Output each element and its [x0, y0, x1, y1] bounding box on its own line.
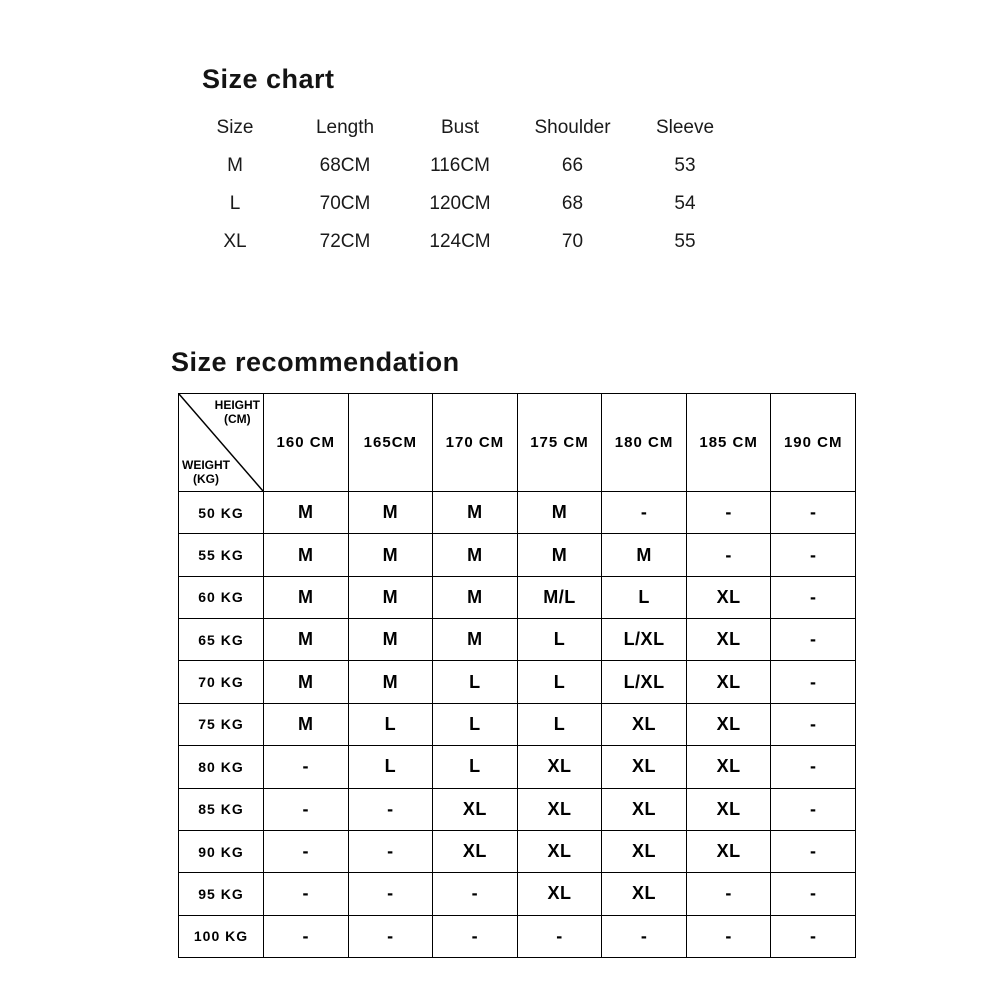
size-recommendation-cell: - [687, 873, 772, 915]
weight-row-label: 65 KG [179, 619, 264, 661]
size-recommendation-cell: - [771, 577, 856, 619]
size-recommendation-cell: L [349, 746, 434, 788]
size-recommendation-cell: - [264, 873, 349, 915]
size-chart-size-label: L [229, 193, 241, 214]
size-recommendation-cell: L [518, 661, 603, 703]
size-recommendation-cell: M [349, 619, 434, 661]
size-chart-cell: 55 [674, 231, 696, 252]
size-chart-cell: 66 [561, 155, 584, 176]
size-recommendation-cell: M [264, 534, 349, 576]
size-recommendation-cell: - [518, 916, 603, 958]
size-chart-header: Sleeve [655, 117, 715, 138]
weight-row-label: 95 KG [179, 873, 264, 915]
size-recommendation-cell: XL [602, 746, 687, 788]
weight-row-label: 90 KG [179, 831, 264, 873]
weight-row-label: 70 KG [179, 661, 264, 703]
size-recommendation-cell: - [264, 831, 349, 873]
size-chart-row [185, 185, 740, 223]
weight-row-label: 100 KG [179, 916, 264, 958]
height-column-header: 190 CM [771, 394, 856, 492]
size-recommendation-cell: M [518, 534, 603, 576]
weight-row-label: 60 KG [179, 577, 264, 619]
height-axis-unit-text: (CM) [224, 412, 251, 426]
size-recommendation-cell: - [349, 789, 434, 831]
size-recommendation-cell: L [518, 619, 603, 661]
size-recommendation-cell: M [349, 577, 434, 619]
weight-row-label: 50 KG [179, 492, 264, 534]
size-recommendation-cell: - [771, 746, 856, 788]
weight-row-label: 85 KG [179, 789, 264, 831]
size-recommendation-cell: - [433, 916, 518, 958]
weight-axis-label-text: WEIGHT [182, 458, 230, 472]
size-recommendation-cell: - [687, 492, 772, 534]
size-recommendation-cell: XL [433, 831, 518, 873]
size-chart-cell: 68 [561, 193, 584, 214]
size-chart-header-row [185, 109, 740, 147]
size-chart-cell: 54 [674, 193, 696, 214]
height-column-header: 170 CM [433, 394, 518, 492]
size-recommendation-cell: M/L [518, 577, 603, 619]
size-recommendation-cell: - [349, 916, 434, 958]
size-chart-cell: 70 [561, 231, 584, 252]
size-recommendation-cell: - [771, 916, 856, 958]
size-chart-cell: 68CM [319, 155, 371, 176]
size-chart-header: Shoulder [534, 117, 611, 138]
size-recommendation-cell: XL [602, 789, 687, 831]
size-recommendation-cell: M [264, 661, 349, 703]
size-recommendation-cell: M [433, 619, 518, 661]
size-recommendation-cell: L/XL [602, 619, 687, 661]
size-recommendation-cell: L [433, 661, 518, 703]
size-recommendation-cell: - [771, 789, 856, 831]
weight-row-label: 75 KG [179, 704, 264, 746]
size-recommendation-cell: - [264, 746, 349, 788]
size-recommendation-cell: M [264, 619, 349, 661]
size-recommendation-table [178, 393, 856, 958]
size-recommendation-cell: - [602, 916, 687, 958]
size-recommendation-cell: - [602, 492, 687, 534]
size-recommendation-cell: XL [518, 873, 603, 915]
size-recommendation-cell: - [264, 916, 349, 958]
weight-axis-label [182, 458, 230, 486]
size-recommendation-cell: - [771, 492, 856, 534]
size-recommendation-cell: XL [518, 831, 603, 873]
size-recommendation-cell: M [349, 492, 434, 534]
size-chart-cell: 53 [674, 155, 696, 176]
size-recommendation-cell: XL [687, 577, 772, 619]
size-recommendation-cell: M [349, 661, 434, 703]
size-recommendation-cell: M [433, 577, 518, 619]
size-recommendation-cell: XL [602, 873, 687, 915]
weight-axis-unit-text: (KG) [193, 472, 219, 486]
size-recommendation-cell: - [771, 534, 856, 576]
size-recommendation-cell: - [349, 831, 434, 873]
size-recommendation-cell: M [264, 577, 349, 619]
size-recommendation-cell: XL [433, 789, 518, 831]
size-recommendation-cell: L [518, 704, 603, 746]
size-recommendation-cell: XL [602, 831, 687, 873]
size-recommendation-cell: XL [687, 746, 772, 788]
height-column-header: 165CM [349, 394, 434, 492]
height-column-header: 180 CM [602, 394, 687, 492]
size-recommendation-cell: L [349, 704, 434, 746]
size-recommendation-cell: - [349, 873, 434, 915]
size-recommendation-cell: XL [602, 704, 687, 746]
size-chart-cell: 72CM [319, 231, 371, 252]
size-chart-row [185, 147, 740, 185]
height-weight-corner-cell [179, 394, 264, 492]
size-chart-row [185, 223, 740, 261]
size-chart-header: Size [216, 117, 254, 138]
size-chart-size-label: XL [223, 231, 247, 252]
weight-row-label: 55 KG [179, 534, 264, 576]
size-chart-header: Length [315, 117, 375, 138]
height-column-header: 160 CM [264, 394, 349, 492]
size-chart-title: Size chart [202, 64, 335, 95]
size-chart-cell: 70CM [319, 193, 371, 214]
size-recommendation-cell: XL [687, 704, 772, 746]
size-recommendation-cell: XL [687, 831, 772, 873]
size-recommendation-cell: - [771, 873, 856, 915]
size-recommendation-cell: M [433, 534, 518, 576]
size-recommendation-cell: - [771, 831, 856, 873]
size-recommendation-cell: - [687, 534, 772, 576]
size-recommendation-cell: - [771, 661, 856, 703]
height-column-header: 185 CM [687, 394, 772, 492]
size-chart-cell: 116CM [430, 155, 490, 176]
size-recommendation-cell: M [349, 534, 434, 576]
size-recommendation-cell: L [433, 704, 518, 746]
size-recommendation-cell: - [771, 704, 856, 746]
size-recommendation-cell: XL [687, 789, 772, 831]
size-recommendation-cell: M [264, 492, 349, 534]
size-recommendation-cell: XL [518, 746, 603, 788]
size-recommendation-cell: - [433, 873, 518, 915]
size-recommendation-cell: M [433, 492, 518, 534]
size-recommendation-cell: M [602, 534, 687, 576]
size-recommendation-cell: - [771, 619, 856, 661]
size-recommendation-cell: M [264, 704, 349, 746]
size-recommendation-title: Size recommendation [171, 347, 460, 378]
height-column-header: 175 CM [518, 394, 603, 492]
size-recommendation-cell: L [433, 746, 518, 788]
size-recommendation-cell: M [518, 492, 603, 534]
size-recommendation-cell: XL [687, 661, 772, 703]
size-recommendation-cell: XL [687, 619, 772, 661]
size-chart-cell: 120CM [429, 193, 491, 214]
height-axis-label-text: HEIGHT [214, 398, 260, 412]
size-recommendation-cell: - [687, 916, 772, 958]
size-chart-cell: 124CM [429, 231, 491, 252]
height-axis-label [215, 398, 260, 426]
size-recommendation-cell: L [602, 577, 687, 619]
size-chart-header: Bust [440, 117, 480, 138]
size-chart-size-label: M [227, 155, 243, 176]
size-recommendation-cell: - [264, 789, 349, 831]
size-chart-table [185, 109, 740, 261]
weight-row-label: 80 KG [179, 746, 264, 788]
size-recommendation-cell: XL [518, 789, 603, 831]
size-recommendation-cell: L/XL [602, 661, 687, 703]
